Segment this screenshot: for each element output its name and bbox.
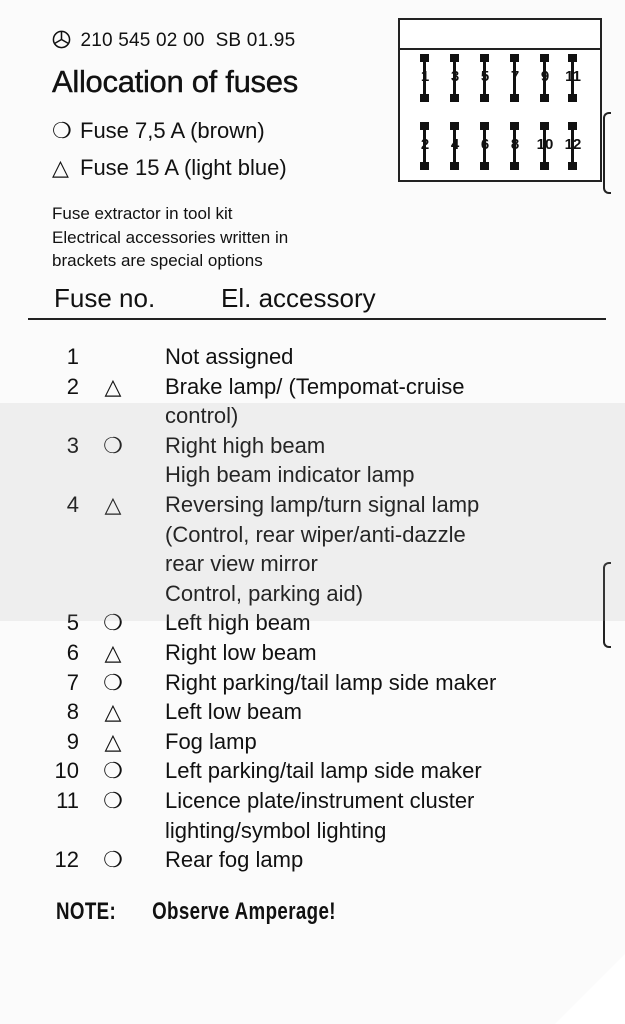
fuse-pin — [510, 122, 519, 130]
fuse-slot — [532, 54, 558, 102]
accessory-description: Left parking/tail lamp side maker — [165, 758, 482, 784]
fuse-number: 7 — [66, 669, 79, 695]
accessory-description: Not assigned — [165, 344, 294, 369]
circle-icon: ❍ — [103, 787, 123, 813]
page-title: Allocation of fuses — [52, 64, 298, 99]
fuse-box-header-band — [400, 20, 600, 50]
circle-icon: ❍ — [103, 669, 123, 695]
table-row — [0, 372, 625, 431]
legend-item-light-blue — [52, 155, 287, 181]
issue-date: 01.95 — [246, 30, 296, 51]
triangle-icon: △ — [52, 155, 69, 180]
table-row — [0, 756, 625, 786]
fuse-slot-number: 2 — [420, 136, 430, 153]
legend-item-brown — [52, 118, 265, 144]
fuse-slot — [472, 54, 498, 102]
fuse-slot-number: 9 — [540, 68, 550, 85]
accessory-description: Left high beam — [165, 610, 311, 636]
table-row — [0, 727, 625, 757]
note-line: brackets are special options — [52, 251, 263, 270]
fuse-slot — [442, 54, 468, 102]
circle-icon: ❍ — [103, 432, 123, 458]
accessory-description: Right high beam High beam indicator lamp — [165, 432, 415, 488]
fuse-number: 1 — [66, 344, 79, 369]
triangle-icon: △ — [104, 639, 122, 665]
part-number-line — [52, 30, 295, 55]
note-text: Observe Amperage! — [152, 898, 336, 925]
fuse-pin — [480, 122, 489, 130]
part-number: 210 545 02 00 — [80, 30, 205, 51]
fuse-slot — [560, 122, 586, 170]
fuse-pin — [568, 122, 577, 130]
fuse-pin — [450, 94, 459, 102]
table-header — [54, 283, 376, 314]
fuse-number: 9 — [66, 728, 79, 754]
fuse-pin — [450, 54, 459, 62]
table-row — [0, 342, 625, 372]
accessory-description: Reversing lamp/turn signal lamp (Control, rear wiper/anti-dazzle rear view mirror Control, parking aid) — [165, 491, 480, 606]
fuse-pin — [480, 94, 489, 102]
fuse-slot-number: 10 — [536, 136, 554, 153]
circle-icon: ❍ — [103, 610, 123, 636]
fuse-pin — [568, 54, 577, 62]
fuse-slot-number: 11 — [565, 68, 581, 85]
fuse-pin — [568, 94, 577, 102]
fuse-pin — [450, 162, 459, 170]
triangle-icon: △ — [104, 491, 122, 517]
fuse-number: 2 — [66, 373, 79, 399]
fuse-number: 8 — [66, 699, 79, 725]
fuse-pin — [510, 162, 519, 170]
note-label: NOTE: — [56, 898, 117, 925]
table-row — [0, 431, 625, 490]
table-row — [0, 786, 625, 845]
fuse-pin — [540, 162, 549, 170]
fuse-slot-number: 6 — [480, 136, 490, 153]
table-row — [0, 608, 625, 638]
fuse-slot-number: 4 — [450, 136, 460, 153]
note-line: Electrical accessories written in — [52, 227, 289, 247]
fuse-slot-number: 8 — [510, 136, 520, 153]
fuse-number: 12 — [54, 847, 79, 873]
fuse-pin — [450, 122, 459, 130]
fuse-pin — [480, 162, 489, 170]
card-tab-upper — [603, 112, 611, 194]
fuse-slot — [442, 122, 468, 170]
mercedes-star-icon — [52, 30, 71, 55]
accessory-description: Brake lamp/ (Tempomat-cruise control) — [165, 373, 465, 429]
fuse-slot-number: 1 — [420, 68, 430, 85]
circle-icon: ❍ — [103, 847, 123, 873]
fuse-pin — [420, 122, 429, 130]
table-row — [0, 845, 625, 875]
fuse-allocation-table — [0, 342, 625, 875]
footer-note — [56, 898, 336, 926]
accessory-description: Fog lamp — [165, 728, 257, 754]
circle-icon: ❍ — [52, 118, 72, 143]
card-corner-cut — [555, 954, 625, 1024]
fuse-number: 10 — [54, 758, 79, 784]
header-divider — [28, 318, 606, 320]
legend-text: Fuse 15 A (light blue) — [80, 155, 287, 180]
sb-label: SB — [215, 30, 242, 51]
fuse-number: 6 — [66, 639, 79, 665]
extractor-note — [52, 202, 288, 273]
accessory-description: Licence plate/instrument cluster lighting/symbol lighting — [165, 787, 475, 843]
fuse-pin — [540, 122, 549, 130]
fuse-pin — [480, 54, 489, 62]
fuse-slot-number: 7 — [510, 68, 520, 85]
accessory-description: Right low beam — [165, 639, 317, 665]
fuse-box-diagram — [398, 18, 602, 182]
fuse-number: 5 — [66, 610, 79, 636]
fuse-slot-number: 3 — [450, 68, 460, 85]
fuse-pin — [420, 162, 429, 170]
fuse-number: 3 — [66, 432, 79, 458]
fuse-slot — [502, 54, 528, 102]
fuse-number: 4 — [66, 491, 79, 517]
triangle-icon: △ — [104, 373, 122, 399]
fuse-slot — [502, 122, 528, 170]
circle-icon: ❍ — [103, 758, 123, 784]
accessory-description: Left low beam — [165, 699, 302, 725]
column-header-fuse-no: Fuse no. — [54, 283, 156, 313]
fuse-pin — [420, 54, 429, 62]
fuse-pin — [540, 94, 549, 102]
fuse-pin — [540, 54, 549, 62]
fuse-slot — [532, 122, 558, 170]
fuse-slot — [472, 122, 498, 170]
fuse-pin — [510, 54, 519, 62]
table-row — [0, 697, 625, 727]
column-header-accessory: El. accessory — [221, 283, 376, 313]
accessory-description: Rear fog lamp — [165, 847, 304, 873]
fuse-slot — [412, 122, 438, 170]
table-row — [0, 490, 625, 608]
fuse-pin — [568, 162, 577, 170]
table-row — [0, 668, 625, 698]
fuse-slot-number: 5 — [480, 68, 490, 85]
table-row — [0, 638, 625, 668]
triangle-icon: △ — [104, 699, 122, 725]
fuse-number: 11 — [56, 787, 79, 813]
fuse-pin — [510, 94, 519, 102]
note-line: Fuse extractor in tool kit — [52, 204, 233, 223]
accessory-description: Right parking/tail lamp side maker — [165, 669, 497, 695]
legend-text: Fuse 7,5 A (brown) — [80, 118, 265, 143]
fuse-slot — [412, 54, 438, 102]
fuse-slot-number: 12 — [564, 136, 582, 153]
fuse-slot — [560, 54, 586, 102]
triangle-icon: △ — [104, 728, 122, 754]
fuse-pin — [420, 94, 429, 102]
